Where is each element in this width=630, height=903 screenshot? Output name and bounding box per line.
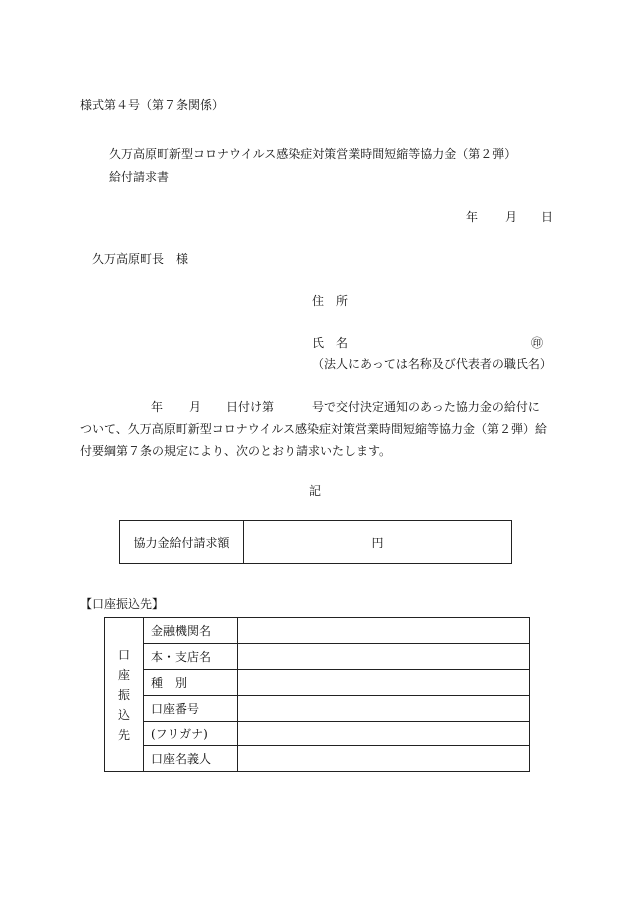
bank-side-char: 込 [117, 707, 130, 722]
bank-row-value [238, 696, 530, 722]
body-line-1: 号で交付決定通知のあった協力金の給付に [312, 400, 540, 414]
address-label: 住 所 [312, 294, 349, 308]
amount-table [119, 520, 512, 564]
ki-mark: 記 [309, 484, 322, 498]
corporate-note: （法人にあっては名称及び代表者の職氏名） [312, 357, 552, 371]
bank-row-label: 金融機関名 [144, 618, 238, 644]
bank-row-label: 口座名義人 [144, 746, 238, 772]
bank-side-char: 振 [117, 687, 130, 702]
body-year: 年 [151, 400, 164, 414]
bank-row-value [238, 670, 530, 696]
bank-row-label: 口座番号 [144, 696, 238, 722]
amount-unit: 円 [244, 521, 512, 564]
bank-row-label: 種 別 [144, 670, 238, 696]
bank-row-value [238, 722, 530, 746]
addressee: 久万高原町長 様 [92, 252, 189, 266]
bank-heading: 【口座振込先】 [80, 597, 165, 611]
date-month: 月 [505, 210, 518, 224]
bank-side-char: 座 [117, 667, 130, 682]
bank-side-char: 先 [117, 727, 130, 742]
body-dated: 日付け第 [226, 400, 275, 414]
bank-side-label [105, 618, 144, 772]
date-day: 日 [541, 210, 554, 224]
amount-label: 協力金給付請求額 [120, 521, 244, 564]
body-line-3: 付要綱第７条の規定により、次のとおり請求いたします。 [80, 444, 392, 458]
bank-row-value [238, 746, 530, 772]
title-line-1: 久万高原町新型コロナウイルス感染症対策営業時間短縮等協力金（第２弾） [109, 147, 517, 161]
bank-table [104, 617, 530, 772]
seal-mark: ㊞ [531, 336, 544, 350]
body-month: 月 [189, 400, 202, 414]
date-year: 年 [466, 210, 479, 224]
bank-row-value [238, 618, 530, 644]
bank-row-value [238, 644, 530, 670]
bank-row-label: (フリガナ) [144, 722, 238, 746]
body-line-2: ついて、久万高原町新型コロナウイルス感染症対策営業時間短縮等協力金（第２弾）給 [80, 422, 548, 436]
name-label: 氏 名 [312, 336, 349, 350]
title-line-2: 給付請求書 [109, 170, 170, 184]
bank-side-char: 口 [117, 647, 130, 662]
form-number: 様式第４号（第７条関係） [80, 98, 225, 112]
bank-row-label: 本・支店名 [144, 644, 238, 670]
